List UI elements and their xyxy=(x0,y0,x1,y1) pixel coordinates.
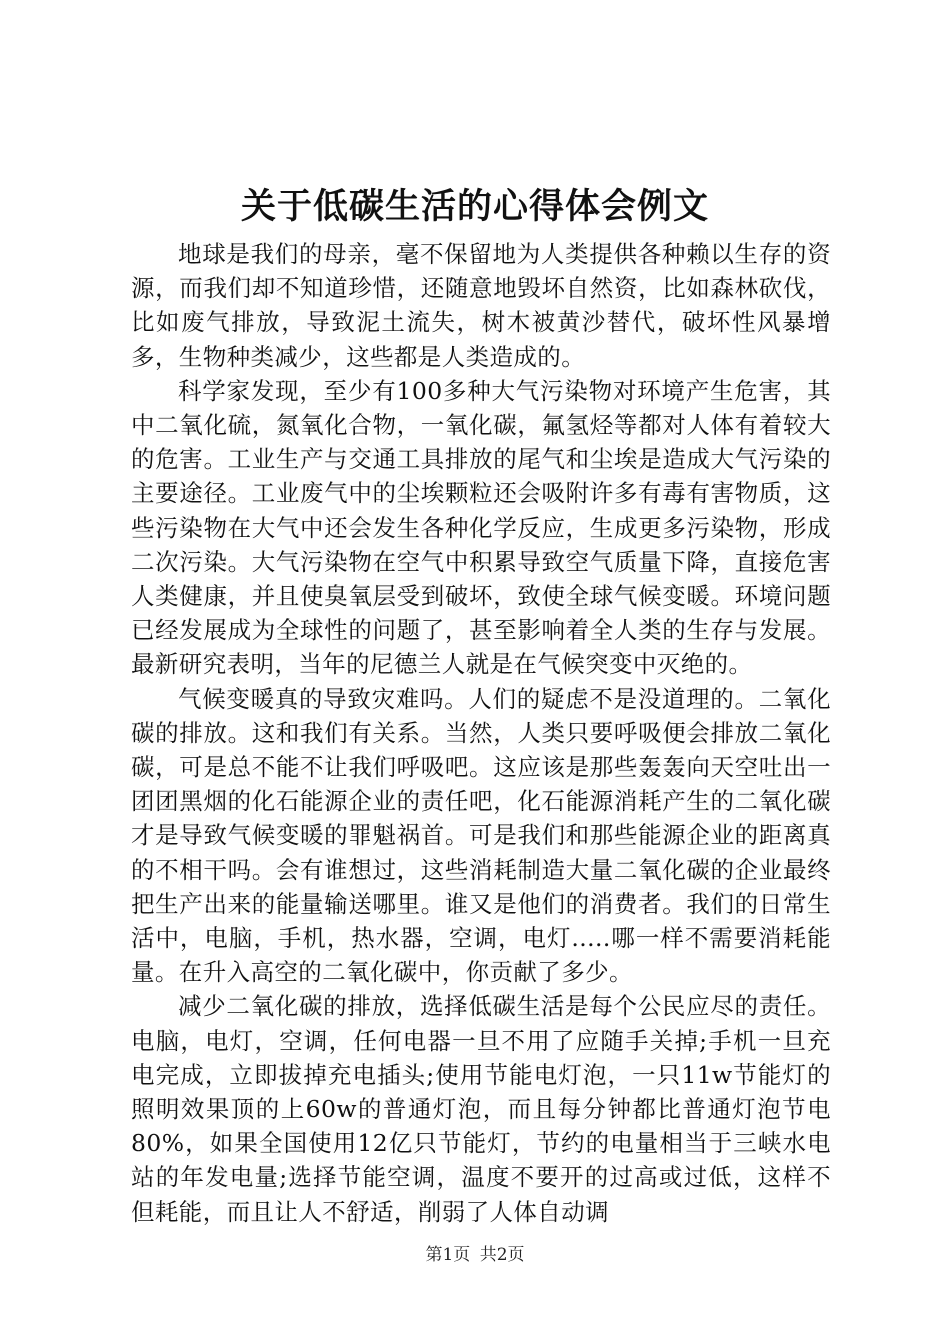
page-footer xyxy=(0,1243,950,1267)
page-total: 共2页 xyxy=(479,1245,525,1265)
document-body xyxy=(131,237,831,1229)
paragraph-earth-resources: 地球是我们的母亲，毫不保留地为人类提供各种赖以生存的资源，而我们却不知道珍惜，还随意地毁坏自然资，比如森林砍伐，比如废气排放，导致泥土流失，树木被黄沙替代，破坏性风暴增多，生物种类减少，这些都是人类造成的。 xyxy=(131,240,831,371)
document-title: 关于低碳生活的心得体会例文 xyxy=(240,187,709,227)
paragraph-climate-warming: 气候变暖真的导致灾难吗。人们的疑虑不是没道理的。二氧化碳的排放。这和我们有关系。当然，人类只要呼吸便会排放二氧化碳，可是总不能不让我们呼吸吧。这应该是那些轰轰向天空吐出一团团黑烟的化石能源企业的责任吧，化石能源消耗产生的二氧化碳才是导致气候变暖的罪魁祸首。可是我们和那些能源企业的距离真的不相干吗。会有谁想过，这些消耗制造大量二氧化碳的企业最终把生产出来的能量输送哪里。谁又是他们的消费者。我们的日常生活中，电脑，手机，热水器，空调，电灯.....哪一样不需要消耗能量。在升入高空的二氧化碳中，你贡献了多少。 xyxy=(131,684,831,987)
paragraph-low-carbon-life: 减少二氧化碳的排放，选择低碳生活是每个公民应尽的责任。电脑，电灯，空调，任何电器一旦不用了应随手关掉;手机一旦充电完成，立即拔掉充电插头;使用节能电灯泡，一只11w节能灯的照明效果顶的上60w的普通灯泡，而且每分钟都比普通灯泡节电80%，如果全国使用12亿只节能灯，节约的电量相当于三峡水电站的年发电量;选择节能空调，温度不要开的过高或过低，这样不但耗能，而且让人不舒适，削弱了人体自动调 xyxy=(131,992,831,1226)
paragraph-air-pollution: 科学家发现，至少有100多种大气污染物对环境产生危害，其中二氧化硫，氮氧化合物，一氧化碳，氟氢烃等都对人体有着较大的危害。工业生产与交通工具排放的尾气和尘埃是造成大气污染的主要途径。工业废气中的尘埃颗粒还会吸附许多有毒有害物质，这些污染物在大气中还会发生各种化学反应，生成更多污染物，形成二次污染。大气污染物在空气中积累导致空气质量下降，直接危害人类健康，并且使臭氧层受到破坏，致使全球气候变暖。环境问题已经发展成为全球性的问题了，甚至影响着全人类的生存与发展。最新研究表明，当年的尼德兰人就是在气候突变中灭绝的。 xyxy=(131,376,831,679)
page-number: 第1页 xyxy=(425,1245,471,1265)
